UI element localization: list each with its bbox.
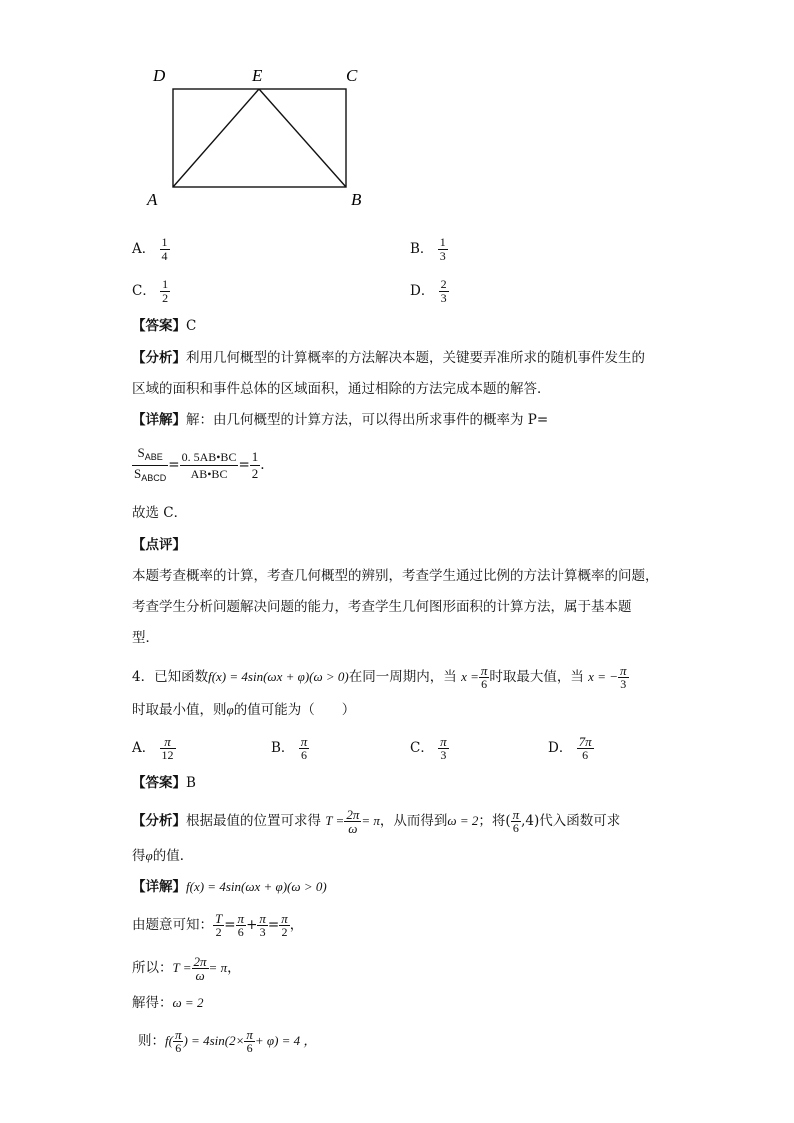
q3-option-d: D． $\frac{2}{3}$ bbox=[410, 277, 447, 305]
fraction: $\frac{\pi}{6}$ bbox=[246, 1027, 253, 1055]
q3-review-tag: 【点评】 bbox=[132, 537, 186, 553]
rectangle-abcd bbox=[173, 89, 346, 187]
fraction: $\frac{T}{2}$ bbox=[215, 911, 223, 939]
q3-review-line3: 型． bbox=[132, 630, 159, 646]
fraction: $\frac{1}{3}$ bbox=[439, 235, 446, 263]
fraction: $\frac{\pi}{6}$ bbox=[174, 1027, 182, 1055]
fraction-area-ratio: $\frac{S_{ABE}}{S_{ABCD}}$ bbox=[134, 445, 167, 483]
q4-analysis-line1: 【分析】根据最值的位置可求得 T = $\frac{2\pi}{\omega}$ = π，从而得到ω = 2；将( $\frac{\pi}{6}$ ,4)代入函数可求 bbox=[132, 807, 621, 836]
fraction: $\frac{\pi}{6}$ bbox=[480, 663, 488, 691]
q3-detail-line1: 【详解】解：由几何概型的计算方法，可以得出所求事件的概率为 P= bbox=[132, 412, 549, 428]
q4-period-relation: 由题意可知： $\frac{T}{2}$ = $\frac{\pi}{6}$ + $\frac{\pi}{3}$ = $\frac{\pi}{2}$ ， bbox=[132, 911, 304, 939]
q3-answer: 【答案】C bbox=[132, 318, 197, 334]
segment-be bbox=[259, 89, 346, 187]
q3-probability-formula: $\frac{S_{ABE}}{S_{ABCD}}$ = $\frac{0. 5AB•BC}{AB•BC}$ = $\frac{1}{2}$ . bbox=[132, 445, 265, 486]
q4-period-value: 所以：T = $\frac{2\pi}{\omega}$ = π， bbox=[132, 954, 241, 983]
segment-ae bbox=[173, 89, 259, 187]
q3-review-line2: 考查学生分析问题解决问题的能力，考查学生几何图形面积的计算方法，属于基本题 bbox=[132, 599, 632, 615]
label-a: A bbox=[147, 190, 158, 209]
fraction: $\frac{\pi}{3}$ bbox=[259, 911, 266, 939]
fraction: $\frac{\pi}{3}$ bbox=[620, 663, 627, 691]
fraction: $\frac{\pi}{2}$ bbox=[281, 911, 288, 939]
label-d: D bbox=[153, 66, 166, 85]
q4-stem-line1: 4．已知函数f(x) = 4sin(ωx + φ)(ω > 0)在同一周期内，当 x = $\frac{\pi}{6}$ 时取最大值，当 x = − $\frac{\pi}{3}$ bbox=[132, 663, 627, 691]
q4-stem-line2: 时取最小值，则φ的值可能为（ ） bbox=[132, 702, 356, 718]
label-b: B bbox=[351, 190, 362, 209]
fraction: $\frac{2\pi}{\omega}$ bbox=[346, 807, 360, 836]
fraction: $\frac{\pi}{3}$ bbox=[440, 734, 447, 762]
fraction: $\frac{\pi}{6}$ bbox=[300, 734, 308, 762]
fraction: $\frac{2}{3}$ bbox=[440, 277, 447, 305]
q3-analysis-line1: 【分析】利用几何概型的计算概率的方法解决本题，关键要弄准所求的随机事件发生的 bbox=[132, 350, 645, 366]
q4-option-c: C． $\frac{\pi}{3}$ bbox=[410, 734, 447, 762]
q3-analysis-line2: 区域的面积和事件总体的区域面积，通过相除的方法完成本题的解答． bbox=[132, 381, 551, 397]
label-e: E bbox=[252, 66, 263, 85]
geometry-figure bbox=[140, 62, 380, 212]
q4-answer: 【答案】B bbox=[132, 775, 196, 791]
q4-omega-value: 解得：ω = 2 bbox=[132, 995, 204, 1011]
q3-option-b: B． $\frac{1}{3}$ bbox=[410, 235, 446, 263]
q4-analysis-line2: 得φ的值． bbox=[132, 848, 194, 864]
fraction: $\frac{\pi}{6}$ bbox=[237, 911, 245, 939]
fraction: $\frac{1}{4}$ bbox=[161, 235, 168, 263]
q4-option-b: B． $\frac{\pi}{6}$ bbox=[271, 734, 308, 762]
q3-choose: 故选 C． bbox=[132, 505, 188, 521]
q4-option-d: D． $\frac{7\pi}{6}$ bbox=[548, 734, 592, 762]
fraction: $\frac{1}{2}$ bbox=[162, 277, 169, 305]
fraction-product-ratio: $\frac{0. 5AB•BC}{AB•BC}$ bbox=[181, 450, 237, 481]
fraction: $\frac{7\pi}{6}$ bbox=[578, 734, 592, 762]
q4-detail-line1: 【详解】f(x) = 4sin(ωx + φ)(ω > 0) bbox=[132, 879, 327, 895]
q3-option-a: A． $\frac{1}{4}$ bbox=[132, 235, 168, 263]
fraction: $\frac{\pi}{12}$ bbox=[161, 734, 174, 762]
q4-substitution: 则：f( $\frac{\pi}{6}$ ) = 4sin(2× $\frac{\pi}{6}$ + φ) = 4 ， bbox=[138, 1027, 317, 1055]
label-c: C bbox=[346, 66, 358, 85]
q3-option-c: C． $\frac{1}{2}$ bbox=[132, 277, 169, 305]
fraction: $\frac{\pi}{6}$ bbox=[512, 807, 520, 835]
q4-option-a: A． $\frac{\pi}{12}$ bbox=[132, 734, 174, 762]
fraction-result: $\frac{1}{2}$ bbox=[251, 449, 259, 481]
fraction: $\frac{2\pi}{\omega}$ bbox=[193, 954, 207, 983]
q3-review-line1: 本题考查概率的计算，考查几何概型的辨别，考查学生通过比例的方法计算概率的问题， bbox=[132, 568, 659, 584]
